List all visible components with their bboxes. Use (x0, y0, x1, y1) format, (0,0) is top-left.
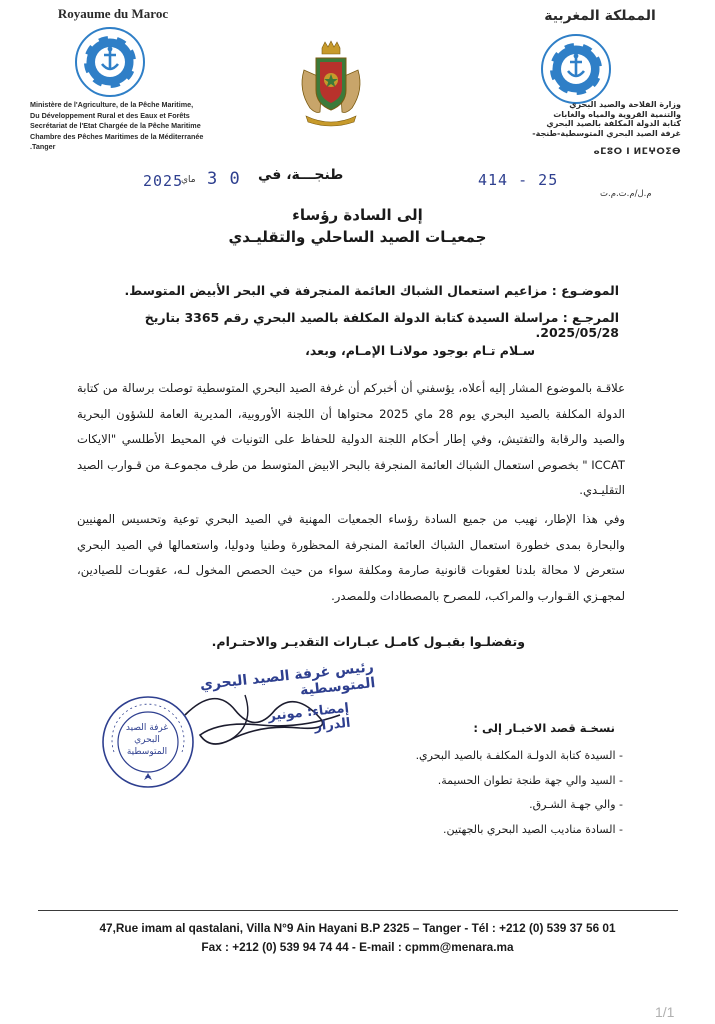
reference-code-label: م.ل/م.ت.م.ت (600, 189, 652, 199)
reference-line: المرجـع : مراسلة السيدة كتابة الدولة المكلفة بالصيد البحري رقم 3365 بتاريخ 2025/05/28. (144, 310, 619, 340)
signatory-name: إمضاء: مونير الدرار (267, 700, 352, 735)
body-paragraph-1: علاقـة بالموضوع المشار إليه أعلاه، يؤسفني أن أخبركم أن غرفة الصيد البحري المتوسطية توصلت برسالة من كتابة الدولة المكلفة بالصيد البحري يوم 28 ماي 2025 محتواها أن اللجنة الأوروبية، المديرية العامة للشؤون البحرية والصيد والرقابة والتفتيش، وفي إطار أحكام اللجنة الدولية للحفاظ على التونيات في المحيط الأطلسي "الايكات ICCAT " بخصوص استعمال الشباك العائمة المنجرفة بالبحر الابيض المتوسط من طرف مجموعـة من قـوارب الصيد التقليـدي. (77, 381, 625, 497)
right-header-line: وزارة الفلاحة والصيد البحري (569, 100, 681, 109)
copies-list-item: - السيد والي جهة طنجة تطوان الحسيمة. (437, 773, 623, 787)
left-header-lines (30, 100, 210, 153)
copies-list (303, 744, 623, 842)
right-header-line: والتنمية القروية والمياه والغابات (553, 109, 681, 119)
left-header-line: .Tanger (30, 142, 56, 152)
date-day-stamp: 3 0 (207, 169, 241, 189)
closing-line: وتفضلـوا بقبـول كامـل عبـارات التقديـر والاحتـرام. (211, 634, 525, 649)
right-chamber-logo-icon (540, 33, 612, 105)
subject-line: الموضـوع : مزاعيم استعمال الشباك العائمة المنجرفة في البحر الأبيض المتوسط. (124, 283, 619, 298)
left-header-line: Ministère de l'Agriculture, de la Pêche Maritime, (30, 100, 194, 109)
addressee-line-2: جمعيـات الصيد الساحلي والتقليـدي (228, 228, 487, 246)
left-header-line: Chambre des Pêches Maritimes de la Méditerranée (30, 131, 204, 141)
addressee-line-1: إلى السادة رؤساء (292, 206, 423, 224)
footer-divider (38, 910, 678, 911)
left-chamber-logo-icon (74, 26, 146, 98)
left-header-title: Royaume du Maroc (57, 6, 169, 21)
body-paragraph-2: وفي هذا الإطار، نهيب من جميع السادة رؤساء الجمعيات المهنية في الصيد البحري توعية وتحسيس المهنيين والبحارة بمدى خطورة استعمال الشباك العائمة المنجرفة المحظورة وطنيا ودوليا، واستعمالها في الصيد البحري ستعرض لا محالة بلدنا لعقوبات قانونية صارمة ومكلفة سواء من حيث الحصص المخول لـه، عقوبـات للصيادين، لمجهـزي القـوارب والمراكب، للمصرح بالمصطادات وللمصدر. (77, 512, 625, 603)
copies-list-item: - السادة مناديب الصيد البحري بالجهتين. (442, 822, 623, 836)
signatory-title: رئيس غرفة الصيد البحري المتوسطية (199, 659, 377, 699)
left-header-line: Du Développement Rural et des Eaux et Forêts (30, 110, 190, 120)
royal-coat-of-arms-icon (296, 40, 366, 130)
page-number: 1/1 (655, 1004, 675, 1020)
city-label: طنجـــة، في (258, 167, 344, 183)
right-header-lines (501, 100, 681, 138)
seal-center-text: غرفة الصيد البحري المتوسطية (125, 723, 169, 757)
copies-list-item: - والي جهـة الشـرق. (529, 798, 623, 811)
date-year-stamp: 2025 (143, 172, 184, 190)
date-month: ماي (181, 175, 196, 185)
reference-number-stamp: 414 - 25 (478, 171, 559, 189)
right-header-title: المملكة المغربية (544, 8, 656, 24)
greeting: سـلام تـام بوجود مولانـا الإمـام، وبعد، (305, 343, 535, 358)
copies-title: نسخـة قصد الاخبـار إلى : (473, 721, 615, 735)
right-header-line: كتابة الدولة المكلفة بالصيد البحري (546, 119, 681, 129)
footer-contact: Fax : +212 (0) 539 94 74 44 - E-mail : cpmm@menara.ma (201, 940, 514, 954)
tifinagh-header-line: ⴰⵎⵓⵔ ⵏ ⵍⵎⵖⵔⵉⴱ (593, 147, 681, 157)
copies-list-item: - السيدة كتابة الدولـة المكلفـة بالصيد البحري. (415, 749, 623, 762)
left-header-line: Secrétariat de l'Etat Chargée de la Pêche Maritime (30, 121, 201, 131)
footer-address: 47,Rue imam al qastalani, Villa N°9 Ain Hayani B.P 2325 – Tanger - Tél : +212 (0) 539 37 56 01 (99, 921, 616, 935)
right-header-line: غرفة الصيد البحري المتوسطية-طنجة- (532, 128, 681, 138)
